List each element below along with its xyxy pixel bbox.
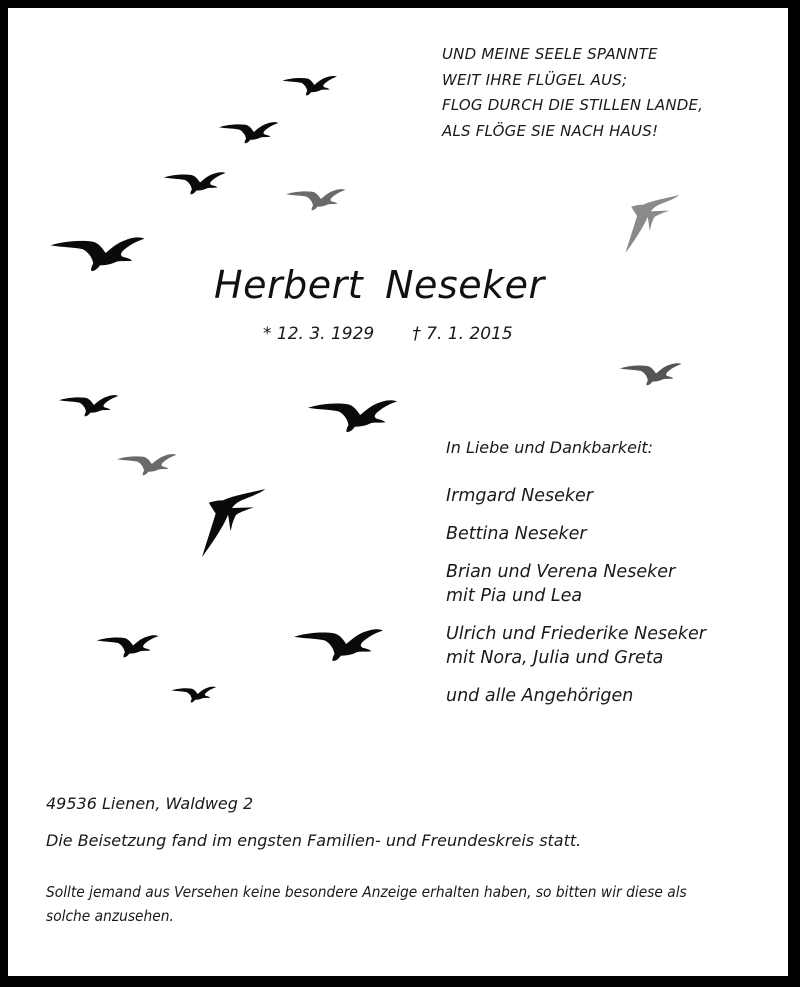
bird-icon — [282, 74, 338, 96]
birth-date: * 12. 3. 1929 — [263, 324, 375, 344]
bird-icon — [217, 120, 281, 144]
mourners-heading: In Liebe und Dankbarkeit: — [446, 438, 654, 457]
mourner-line: mit Nora, Julia und Greta — [446, 648, 664, 668]
life-dates — [263, 324, 513, 344]
mourner-group — [446, 622, 706, 670]
swallow-icon — [622, 194, 680, 254]
bird-icon — [94, 633, 162, 658]
mourner-line: Irmgard Neseker — [446, 486, 593, 506]
mourners-list — [446, 484, 706, 722]
mourner-group — [446, 684, 706, 708]
address: 49536 Lienen, Waldweg 2 — [46, 794, 254, 813]
bird-icon — [161, 170, 229, 195]
poem-line: UND MEINE SEELE SPANNTE — [442, 45, 658, 63]
bird-icon — [170, 685, 218, 703]
last-name: Neseker — [385, 263, 545, 307]
mourner-line: Ulrich und Friederike Neseker — [446, 624, 706, 644]
bird-icon — [288, 626, 390, 662]
first-name: Herbert — [214, 263, 364, 307]
mourner-group — [446, 560, 706, 608]
bird-icon — [46, 234, 150, 272]
poem-line: FLOG DURCH DIE STILLEN LANDE, — [442, 96, 704, 114]
deceased-name — [214, 263, 545, 307]
mourner-line: Brian und Verena Neseker — [446, 562, 676, 582]
apology-note: Sollte jemand aus Versehen keine besondere Anzeige erhalten haben, so bitten wir diese als solche anzusehen. — [46, 883, 687, 925]
mourner-line: Bettina Neseker — [446, 524, 587, 544]
mourner-group — [446, 484, 706, 508]
poem-line: WEIT IHRE FLÜGEL AUS; — [442, 70, 628, 89]
poem-line: ALS FLÖGE SIE NACH HAUS! — [442, 121, 659, 140]
bird-icon — [113, 452, 181, 476]
bird-icon — [617, 361, 685, 386]
bird-icon — [55, 393, 123, 417]
bird-icon — [283, 187, 349, 211]
mourner-line: und alle Angehörigen — [446, 686, 634, 706]
bird-icon — [302, 397, 404, 433]
mourner-group — [446, 522, 706, 546]
funeral-note: Die Beisetzung fand im engsten Familien- und Freundeskreis statt. — [46, 831, 582, 850]
poem — [442, 42, 703, 144]
swallow-icon — [198, 485, 266, 561]
mourner-line: mit Pia und Lea — [446, 586, 583, 606]
death-date: † 7. 1. 2015 — [412, 324, 513, 344]
